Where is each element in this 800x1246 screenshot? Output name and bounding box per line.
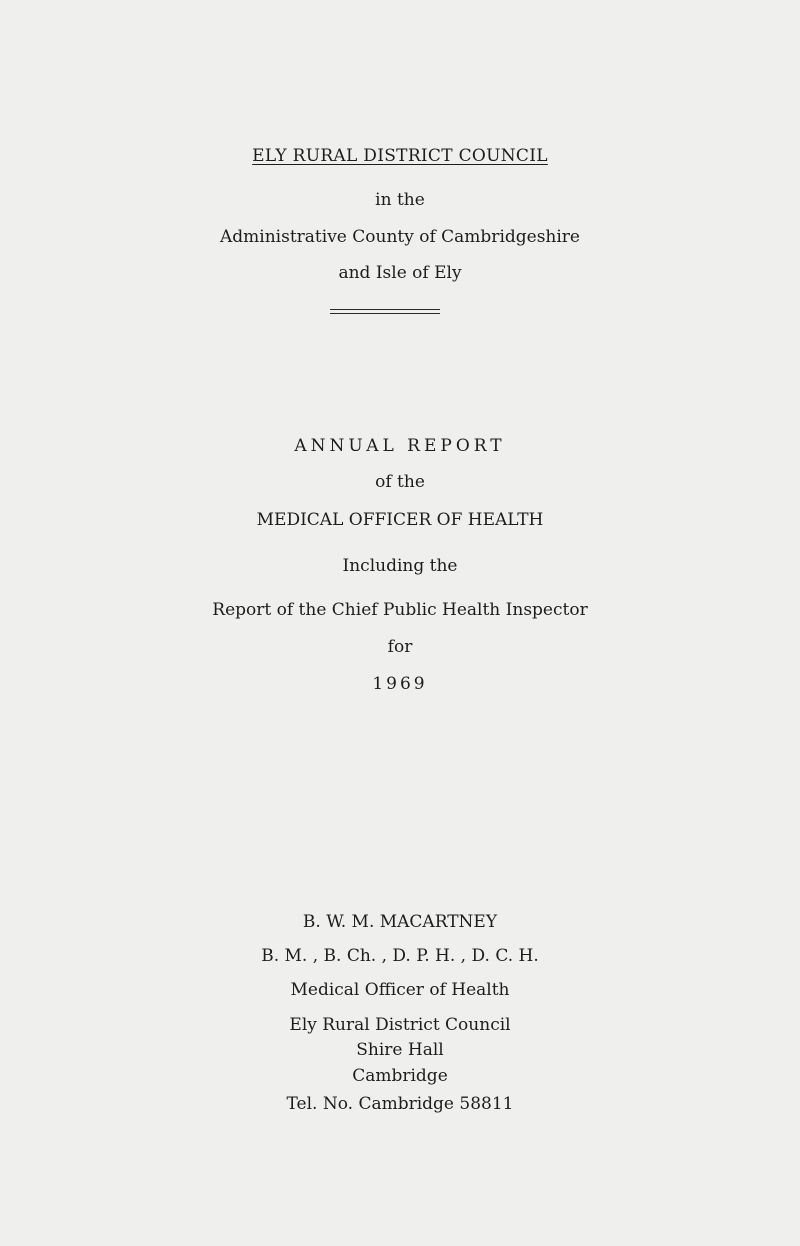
author-name: B. W. M. MACARTNEY <box>302 912 498 932</box>
for-line: for <box>387 637 413 657</box>
including-line: Including the <box>342 556 458 576</box>
annual-report-title: ANNUAL REPORT <box>294 436 506 456</box>
telephone-line: Tel. No. Cambridge 58811 <box>286 1094 514 1114</box>
author-role: Medical Officer of Health <box>290 980 510 1000</box>
medical-officer-title: MEDICAL OFFICER OF HEALTH <box>256 510 544 530</box>
inspector-report-line: Report of the Chief Public Health Inspector <box>212 600 588 620</box>
council-heading <box>0 146 800 166</box>
address-line-2: Shire Hall <box>356 1040 444 1060</box>
of-the-line: of the <box>375 472 425 492</box>
in-the-line: in the <box>375 190 425 210</box>
report-year: 1969 <box>372 674 428 694</box>
author-qualifications: B. M. , B. Ch. , D. P. H. , D. C. H. <box>261 946 539 966</box>
address-line-1: Ely Rural District Council <box>289 1015 511 1035</box>
council-heading-text: ELY RURAL DISTRICT COUNCIL <box>252 146 548 166</box>
double-rule-divider <box>330 309 440 314</box>
county-line: Administrative County of Cambridgeshire <box>220 227 580 247</box>
isle-line: and Isle of Ely <box>338 263 462 283</box>
address-line-3: Cambridge <box>352 1066 448 1086</box>
